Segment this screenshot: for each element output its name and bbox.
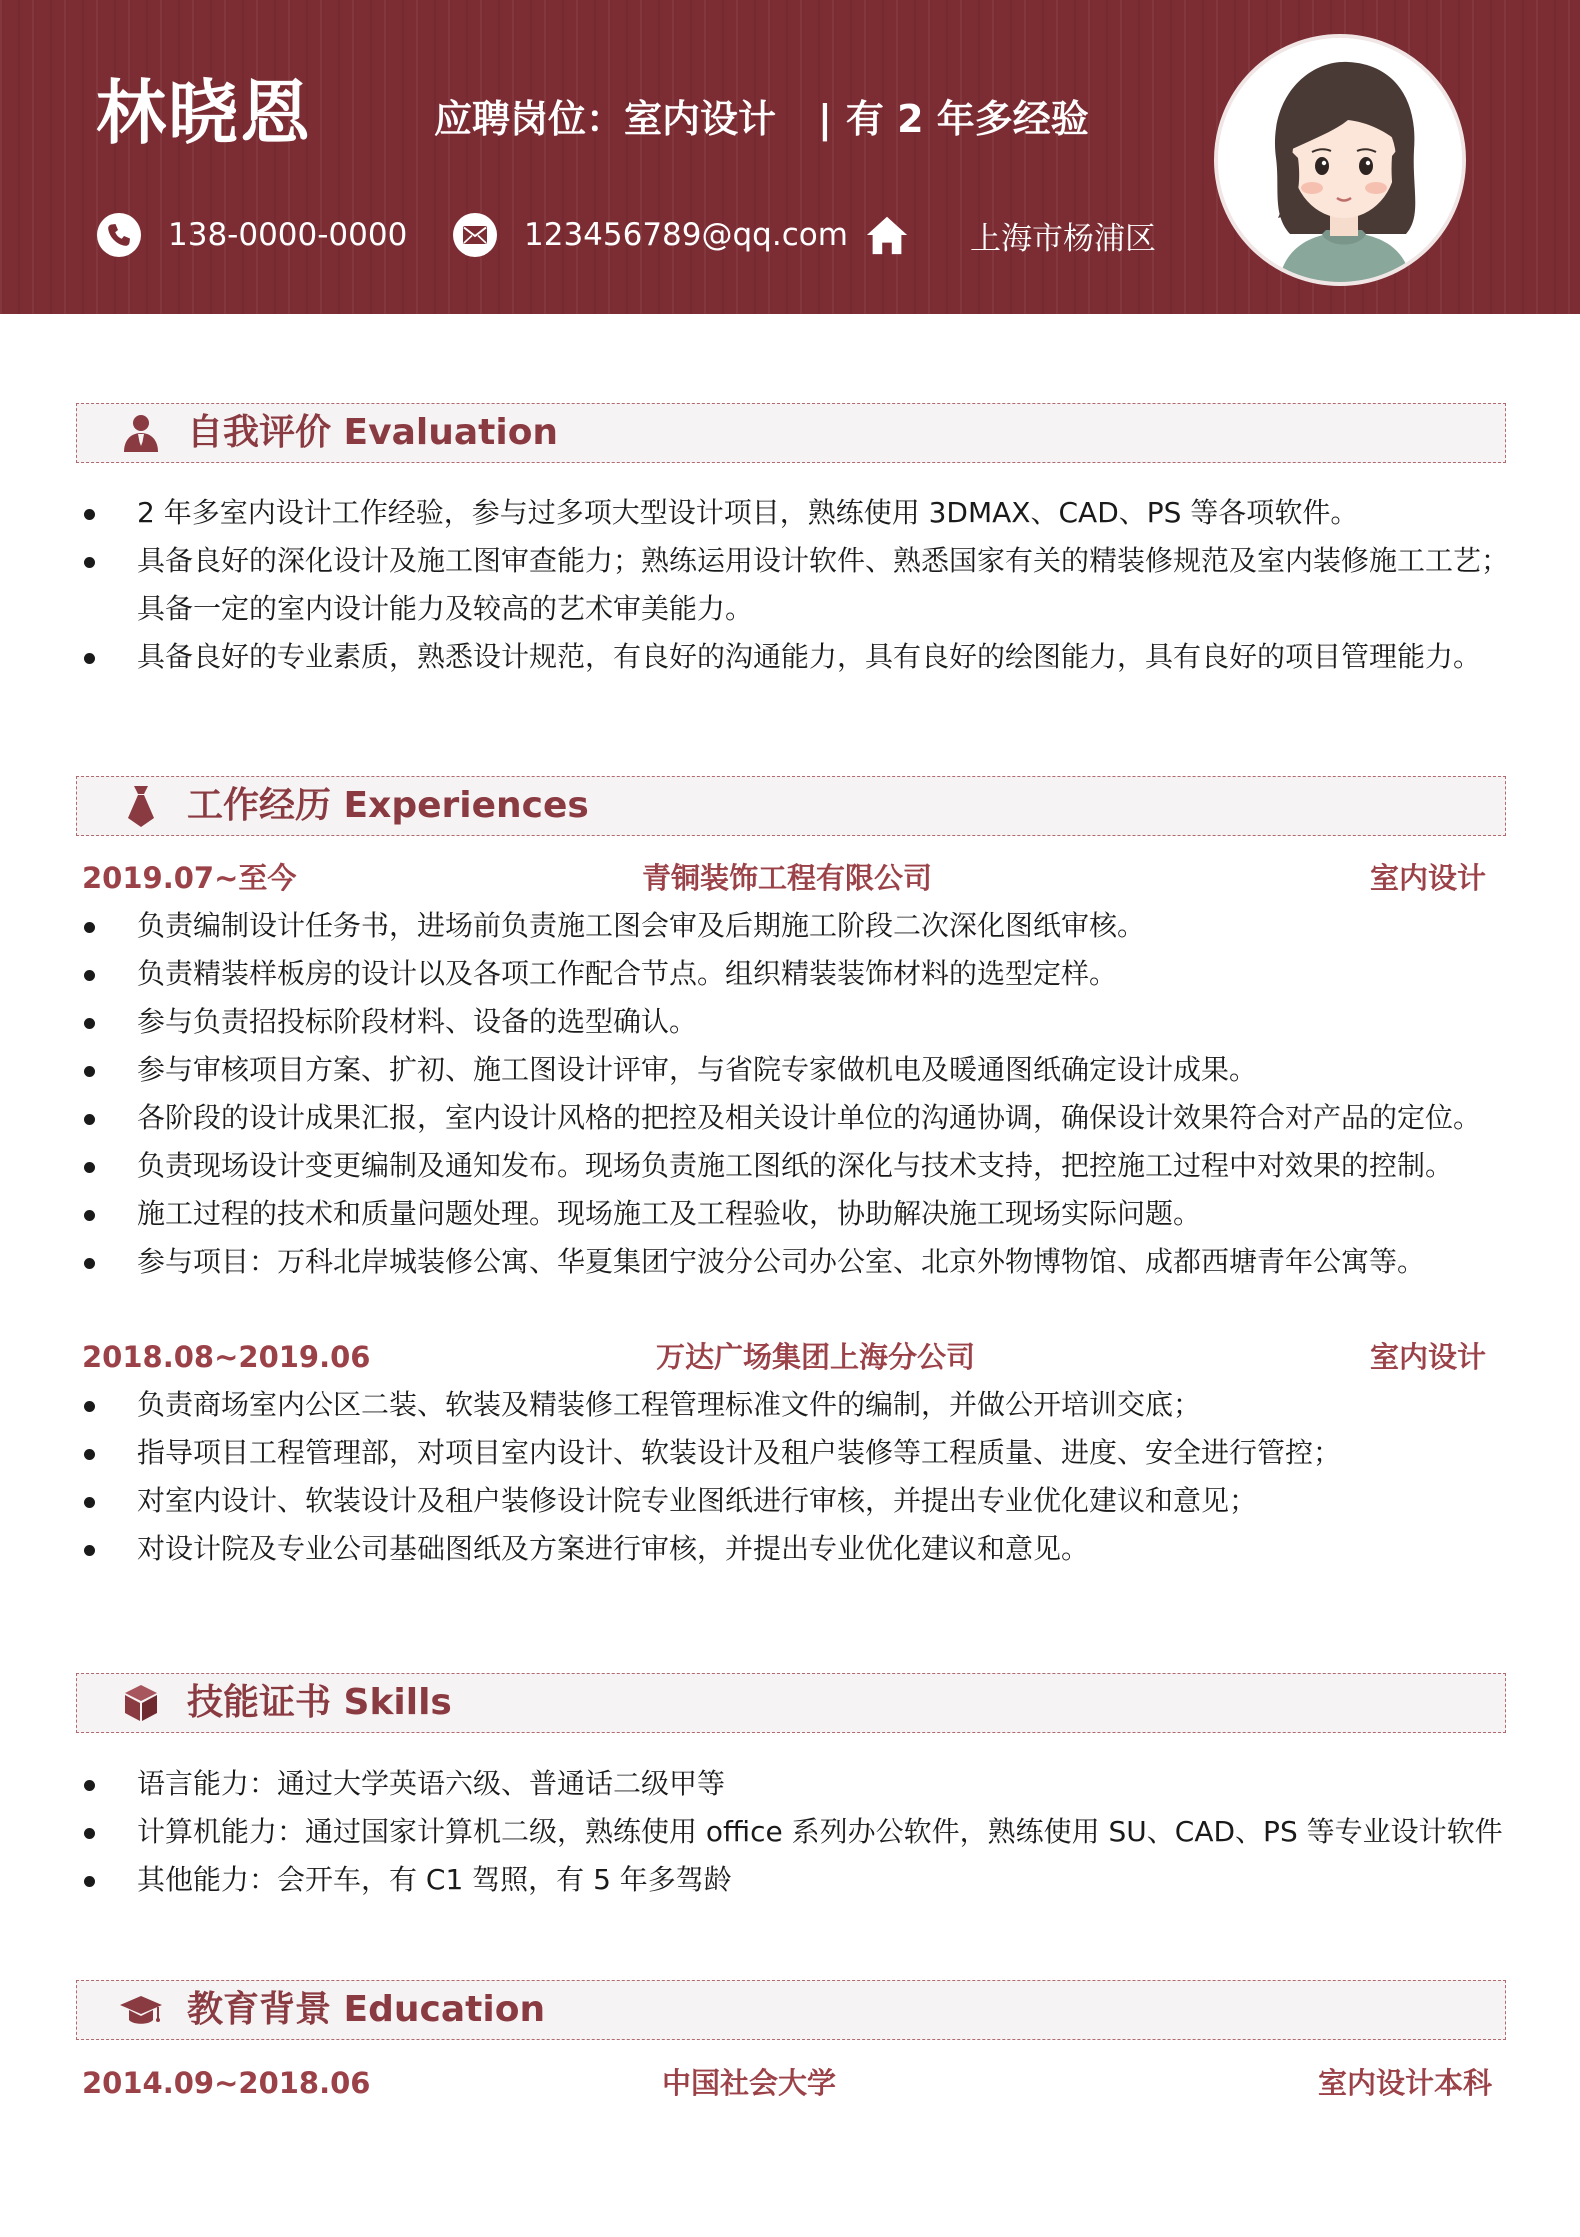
list-item: 对室内设计、软装设计及租户装修设计院专业图纸进行审核，并提出专业优化建议和意见； <box>82 1477 1341 1525</box>
tie-icon <box>117 782 165 830</box>
list-item: 指导项目工程管理部，对项目室内设计、软装设计及租户装修等工程质量、进度、安全进行管控； <box>82 1429 1341 1477</box>
list-item: 负责现场设计变更编制及通知发布。现场负责施工图纸的深化与技术支持，把控施工过程中对效果的控制。 <box>82 1142 1481 1190</box>
section-title: 工作经历 Experiences <box>187 785 589 826</box>
section-title: 教育背景 Education <box>187 1989 546 2030</box>
phone-icon <box>96 212 142 258</box>
mail-icon <box>452 212 498 258</box>
list-item: 负责编制设计任务书，进场前负责施工图会审及后期施工阶段二次深化图纸审核。 <box>82 902 1481 950</box>
section-education-header <box>76 1980 1506 2040</box>
list-item: 具备良好的专业素质，熟悉设计规范，有良好的沟通能力，具有良好的绘图能力，具有良好的项目管理能力。 <box>82 633 1509 681</box>
person-icon <box>117 409 165 457</box>
section-experience-header <box>76 776 1506 836</box>
graduation-cap-icon <box>117 1986 165 2034</box>
list-item: 参与负责招投标阶段材料、设备的选型确认。 <box>82 998 1481 1046</box>
contact-phone <box>96 210 407 260</box>
cube-icon <box>117 1679 165 1727</box>
section-evaluation-header <box>76 403 1506 463</box>
list-item: 参与审核项目方案、扩初、施工图设计评审，与省院专家做机电及暖通图纸确定设计成果。 <box>82 1046 1481 1094</box>
list-item: 参与项目：万科北岸城装修公寓、华夏集团宁波分公司办公室、北京外物博物馆、成都西塘青年公寓等。 <box>82 1238 1481 1286</box>
experience-years: 有 2 年多经验 <box>845 97 1089 141</box>
list-item: 施工过程的技术和质量问题处理。现场施工及工程验收，协助解决施工现场实际问题。 <box>82 1190 1481 1238</box>
location-text: 上海市杨浦区 <box>970 220 1156 257</box>
list-item: 2 年多室内设计工作经验，参与过多项大型设计项目，熟练使用 3DMAX、CAD、PS 等各项软件。 <box>82 489 1509 537</box>
header-banner <box>0 0 1580 314</box>
list-item: 计算机能力：通过国家计算机二级，熟练使用 office 系列办公软件，熟练使用 SU、CAD、PS 等专业设计软件 <box>82 1808 1503 1856</box>
section-title: 技能证书 Skills <box>187 1682 452 1723</box>
job-title: 应聘岗位：室内设计 <box>434 97 777 141</box>
education-row <box>82 2063 1493 2103</box>
section-skills-header <box>76 1673 1506 1733</box>
job-period: 2019.07~至今 <box>82 861 297 895</box>
job-role: 室内设计 <box>1370 1340 1487 1374</box>
phone-number: 138-0000-0000 <box>168 217 408 253</box>
job-target <box>434 97 1089 141</box>
avatar <box>1214 34 1466 286</box>
skills-list <box>82 1760 1503 1904</box>
contact-email <box>452 210 848 260</box>
list-item: 负责精装样板房的设计以及各项工作配合节点。组织精装装饰材料的选型定样。 <box>82 950 1481 998</box>
job-duties-list <box>82 1381 1341 1573</box>
job-role: 室内设计 <box>1370 861 1487 895</box>
job-duties-list <box>82 902 1481 1286</box>
job-period: 2018.08~2019.06 <box>82 1340 371 1374</box>
list-item: 各阶段的设计成果汇报，室内设计风格的把控及相关设计单位的沟通协调，确保设计效果符合对产品的定位。 <box>82 1094 1481 1142</box>
education-school: 中国社会大学 <box>662 2066 837 2100</box>
email-address: 123456789@qq.com <box>524 217 848 253</box>
education-major: 室内设计本科 <box>1318 2066 1493 2100</box>
job-separator: | <box>818 97 832 141</box>
job-company: 青铜装饰工程有限公司 <box>642 861 933 895</box>
contact-location <box>864 210 1156 260</box>
list-item: 其他能力：会开车，有 C1 驾照，有 5 年多驾龄 <box>82 1856 1503 1904</box>
home-icon <box>864 212 910 258</box>
list-item: 语言能力：通过大学英语六级、普通话二级甲等 <box>82 1760 1503 1808</box>
section-title: 自我评价 Evaluation <box>187 412 559 453</box>
job-header-row <box>82 858 1487 898</box>
job-company: 万达广场集团上海分公司 <box>656 1340 976 1374</box>
list-item: 对设计院及专业公司基础图纸及方案进行审核，并提出专业优化建议和意见。 <box>82 1525 1341 1573</box>
list-item: 负责商场室内公区二装、软装及精装修工程管理标准文件的编制，并做公开培训交底； <box>82 1381 1341 1429</box>
education-period: 2014.09~2018.06 <box>82 2066 371 2100</box>
job-header-row <box>82 1337 1487 1377</box>
list-item: 具备一定的室内设计能力及较高的艺术审美能力。 <box>137 592 754 625</box>
candidate-name: 林晓恩 <box>96 72 312 154</box>
list-item: 具备良好的深化设计及施工图审查能力；熟练运用设计软件、熟悉国家有关的精装修规范及室内装修施工工艺； <box>82 537 1509 585</box>
evaluation-list <box>82 489 1509 681</box>
